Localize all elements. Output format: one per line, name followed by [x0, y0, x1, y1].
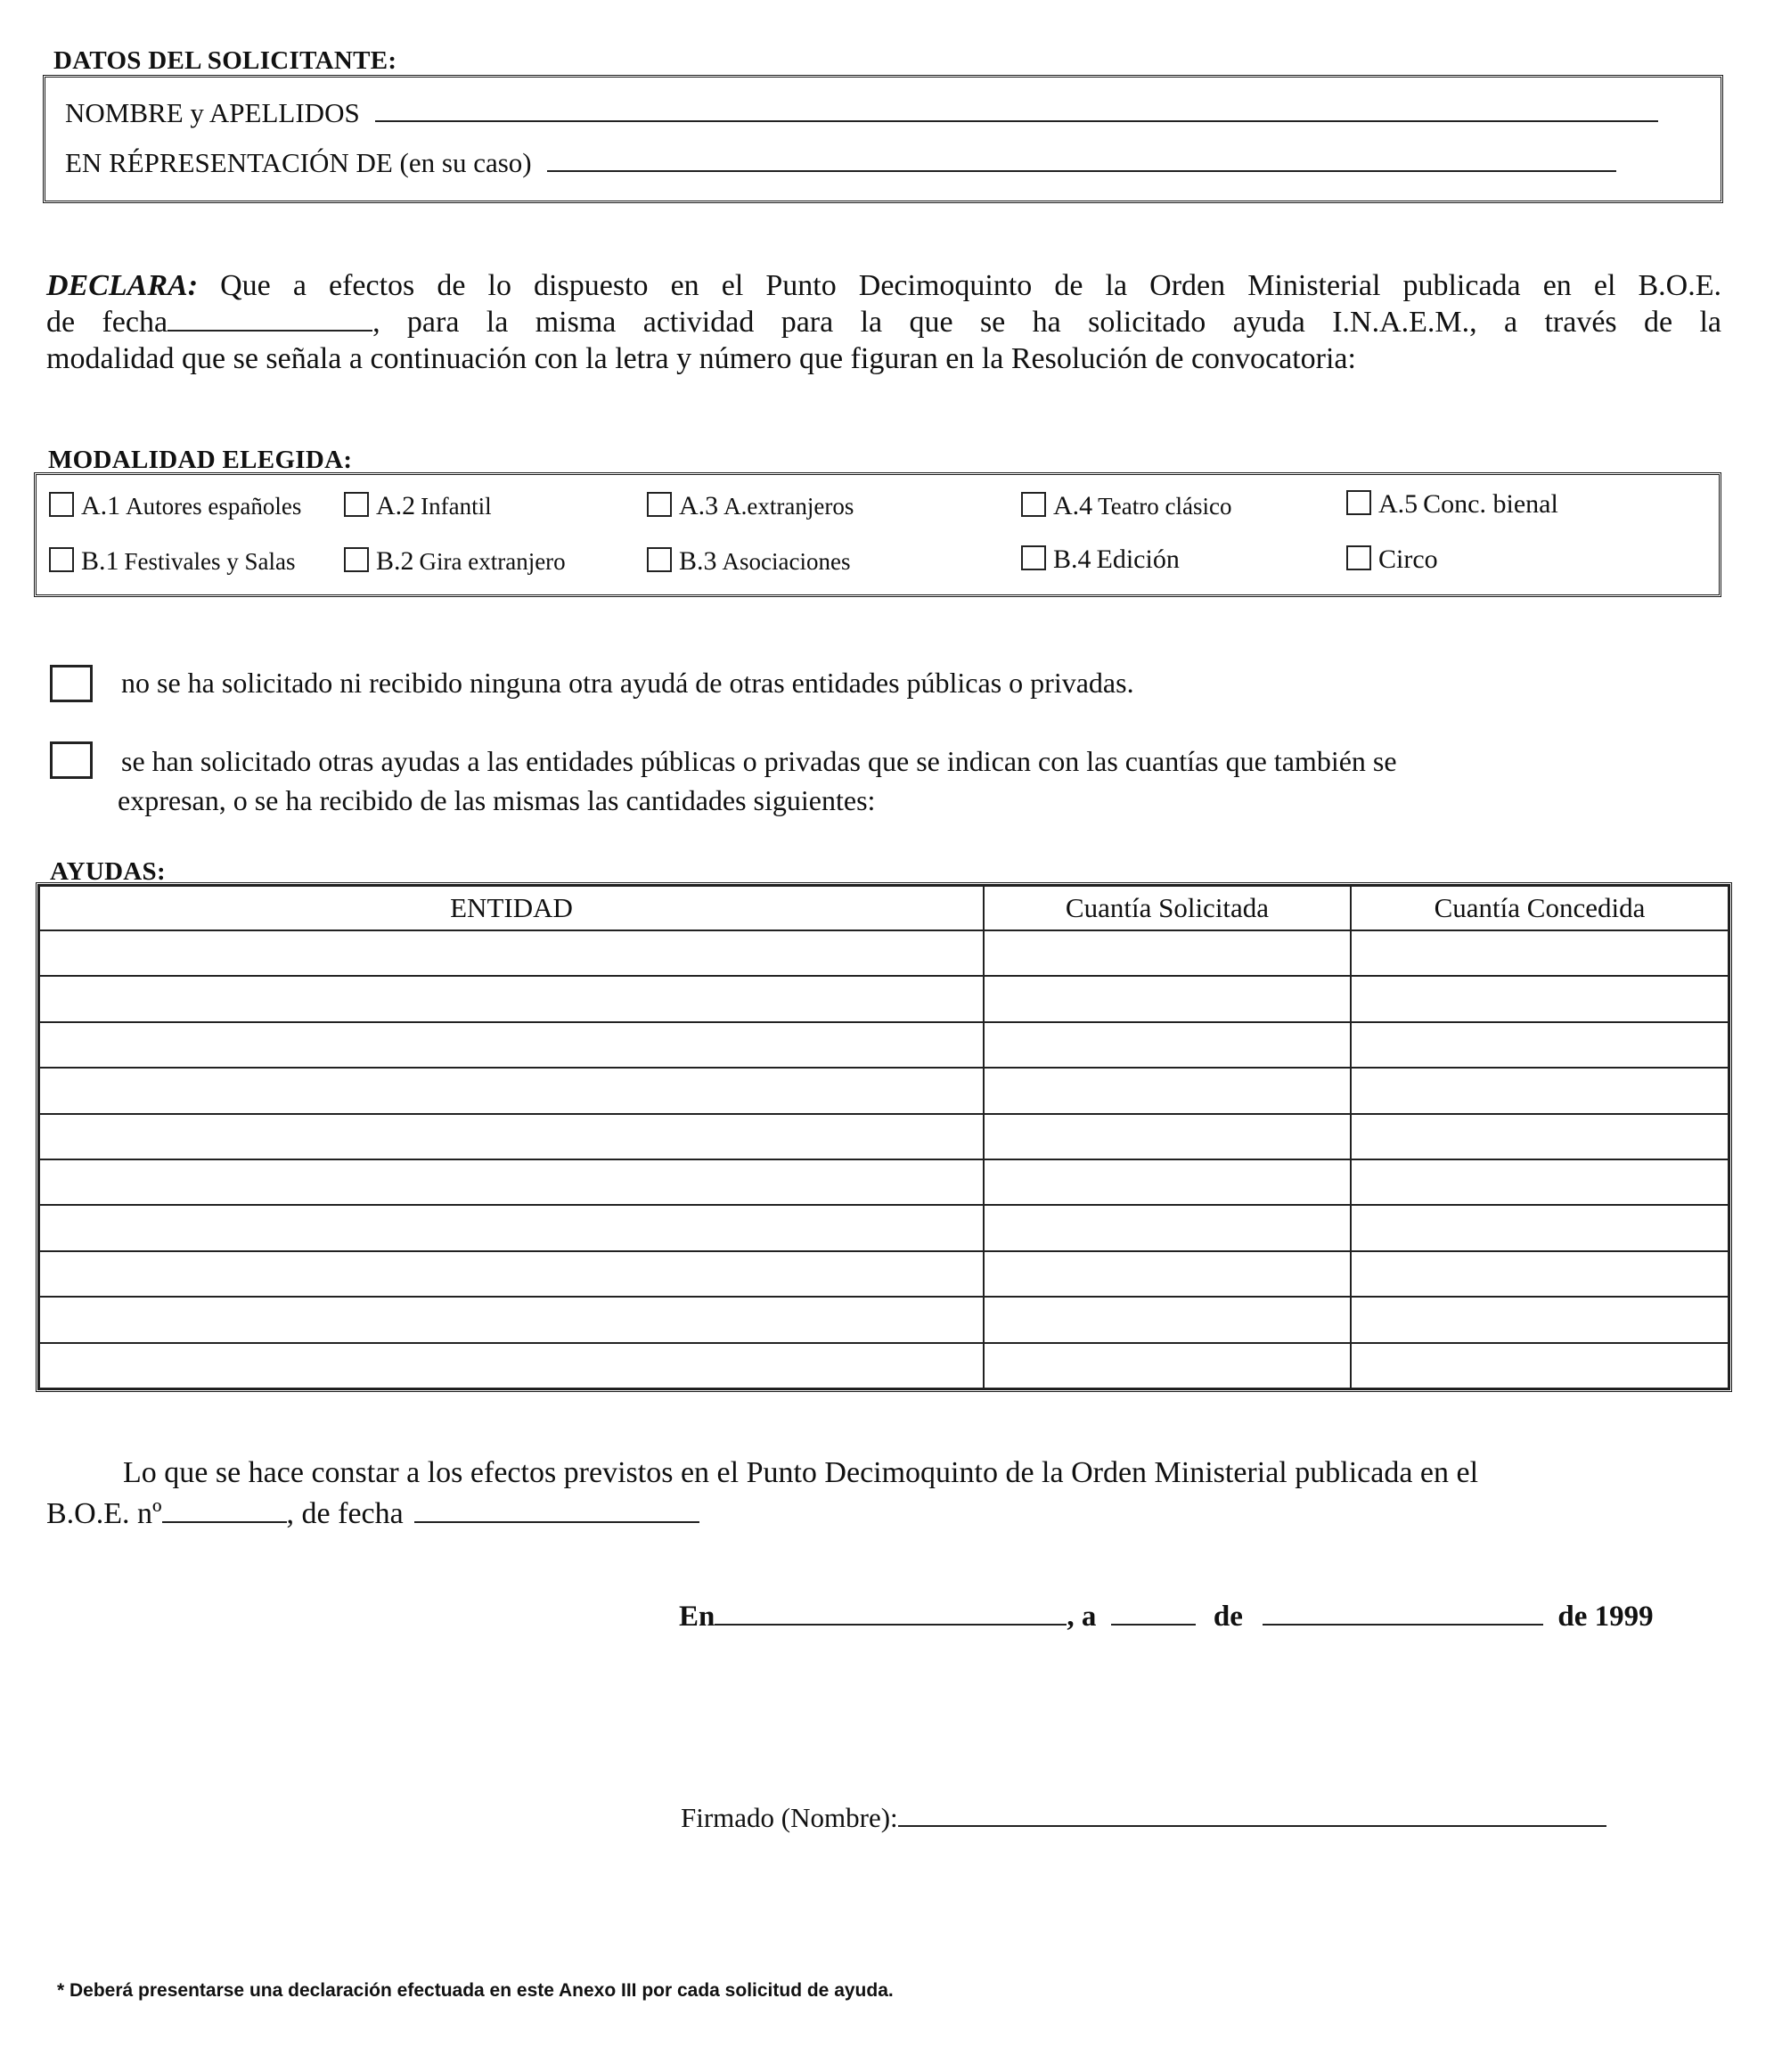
lugar-label: En	[679, 1601, 715, 1633]
declara-text2b: , para la misma actividad para la que se ha solicitado ayuda I.N.A.E.M., a través de la	[372, 306, 1721, 339]
entidad-cell[interactable]	[39, 1343, 984, 1388]
opcion-ninguna-text: no se ha solicitado ni recibido ninguna otra ayudá de otras entidades públicas o privadas.	[121, 667, 1134, 699]
entidad-cell[interactable]	[39, 1205, 984, 1250]
concedida-cell[interactable]	[1351, 976, 1729, 1021]
modalidad-title: MODALIDAD ELEGIDA:	[48, 446, 353, 474]
solicitada-cell[interactable]	[984, 1251, 1351, 1297]
opcion-otras-checkbox[interactable]	[50, 741, 93, 779]
checkbox-icon[interactable]	[1346, 545, 1371, 570]
entidad-cell[interactable]	[39, 1251, 984, 1297]
checkbox-icon[interactable]	[1021, 492, 1046, 517]
modalidad-option[interactable]: A.5 Conc. bienal	[1346, 489, 1558, 520]
declara-lead: DECLARA:	[46, 269, 199, 302]
declara-text3: modalidad que se señala a continuación con la letra y número que figuran en la Resolución de convocatoria:	[46, 342, 1356, 375]
concedida-cell[interactable]	[1351, 1251, 1729, 1297]
table-row	[39, 1068, 1729, 1113]
constancia-line1: Lo que se hace constar a los efectos previstos en el Punto Decimoquinto de la Orden Ministerial publicada en el	[123, 1456, 1479, 1489]
entidad-cell[interactable]	[39, 1068, 984, 1113]
concedida-cell[interactable]	[1351, 1068, 1729, 1113]
solicitada-cell[interactable]	[984, 1068, 1351, 1113]
table-row	[39, 976, 1729, 1021]
declara-text2a: de fecha	[46, 306, 168, 339]
representacion-row	[65, 147, 1616, 179]
table-row	[39, 1159, 1729, 1205]
ayudas-title: AYUDAS:	[50, 857, 166, 886]
dia-field[interactable]	[1111, 1623, 1196, 1626]
ayudas-table-box	[36, 882, 1732, 1392]
ayudas-table	[38, 885, 1729, 1389]
modalidad-option[interactable]: Circo	[1346, 545, 1438, 575]
modalidad-option[interactable]: A.4 Teatro clásico	[1021, 491, 1231, 521]
solicitada-cell[interactable]	[984, 976, 1351, 1021]
dia-label: , a	[1067, 1601, 1097, 1633]
declara-paragraph	[46, 267, 1721, 377]
entidad-cell[interactable]	[39, 1022, 984, 1068]
entidad-cell[interactable]	[39, 1114, 984, 1159]
concedida-cell[interactable]	[1351, 1343, 1729, 1388]
opcion-ninguna-checkbox[interactable]	[50, 665, 93, 702]
table-row	[39, 1297, 1729, 1342]
boe-numero-label: B.O.E. nº	[46, 1497, 162, 1530]
nombre-row	[65, 97, 1658, 129]
firma-field[interactable]	[898, 1824, 1606, 1827]
concedida-cell[interactable]	[1351, 1114, 1729, 1159]
modalidad-option[interactable]: B.2 Gira extranjero	[344, 546, 566, 577]
modalidad-option[interactable]: A.3 A.extranjeros	[647, 491, 854, 521]
table-row	[39, 930, 1729, 976]
constancia-paragraph	[46, 1453, 1730, 1535]
solicitada-cell[interactable]	[984, 930, 1351, 976]
mes-field[interactable]	[1263, 1623, 1543, 1626]
checkbox-icon[interactable]	[1021, 545, 1046, 570]
checkbox-icon[interactable]	[647, 492, 672, 517]
checkbox-icon[interactable]	[1346, 490, 1371, 515]
opcion-otras-line1: se han solicitado otras ayudas a las entidades públicas o privadas que se indican con las cuantías que también se	[121, 745, 1397, 777]
modalidad-option[interactable]: B.1 Festivales y Salas	[49, 546, 296, 577]
solicitada-cell[interactable]	[984, 1022, 1351, 1068]
checkbox-icon[interactable]	[344, 547, 369, 572]
mes-label: de	[1213, 1601, 1243, 1633]
entidad-cell[interactable]	[39, 976, 984, 1021]
firma-label: Firmado (Nombre):	[681, 1802, 898, 1833]
footnote: * Deberá presentarse una declaración efectuada en este Anexo III por cada solicitud de ayuda.	[57, 1980, 894, 2001]
checkbox-icon[interactable]	[344, 492, 369, 517]
table-row	[39, 1022, 1729, 1068]
concedida-cell[interactable]	[1351, 1205, 1729, 1250]
boe-fecha-label: , de fecha	[286, 1497, 404, 1530]
table-row	[39, 1251, 1729, 1297]
modalidad-option[interactable]: A.1 Autores españoles	[49, 491, 301, 521]
entidad-cell[interactable]	[39, 1297, 984, 1342]
representacion-field[interactable]	[547, 169, 1616, 172]
checkbox-icon[interactable]	[647, 547, 672, 572]
concedida-cell[interactable]	[1351, 1159, 1729, 1205]
opcion-otras-text	[118, 741, 1397, 820]
checkbox-icon[interactable]	[49, 547, 74, 572]
lugar-field[interactable]	[715, 1623, 1067, 1626]
col-header-solicitada: Cuantía Solicitada	[984, 886, 1351, 930]
nombre-label: NOMBRE y APELLIDOS	[65, 97, 360, 128]
entidad-cell[interactable]	[39, 930, 984, 976]
concedida-cell[interactable]	[1351, 1297, 1729, 1342]
declara-fecha-field[interactable]	[168, 329, 372, 332]
firma-line	[681, 1802, 1606, 1834]
col-header-concedida: Cuantía Concedida	[1351, 886, 1729, 930]
solicitante-title: DATOS DEL SOLICITANTE:	[53, 46, 397, 75]
modalidad-option[interactable]: B.4 Edición	[1021, 545, 1180, 575]
entidad-cell[interactable]	[39, 1159, 984, 1205]
solicitada-cell[interactable]	[984, 1205, 1351, 1250]
modalidad-option[interactable]: B.3 Asociaciones	[647, 546, 850, 577]
table-row	[39, 1343, 1729, 1388]
modalidad-box	[34, 472, 1721, 597]
col-header-entidad: ENTIDAD	[39, 886, 984, 930]
nombre-field[interactable]	[375, 119, 1658, 122]
constancia-line2	[46, 1494, 1730, 1535]
solicitada-cell[interactable]	[984, 1343, 1351, 1388]
concedida-cell[interactable]	[1351, 930, 1729, 976]
concedida-cell[interactable]	[1351, 1022, 1729, 1068]
solicitada-cell[interactable]	[984, 1297, 1351, 1342]
declara-text1: Que a efectos de lo dispuesto en el Punto Decimoquinto de la Orden Ministerial publicada en el B.O.E.	[220, 269, 1721, 302]
solicitada-cell[interactable]	[984, 1159, 1351, 1205]
lugar-fecha-line	[679, 1601, 1654, 1634]
representacion-label: EN RÉPRESENTACIÓN DE (en su caso)	[65, 147, 532, 178]
year-label: de 1999	[1557, 1601, 1654, 1633]
checkbox-icon[interactable]	[49, 492, 74, 517]
boe-numero-field[interactable]	[162, 1520, 287, 1523]
table-row	[39, 1205, 1729, 1250]
solicitada-cell[interactable]	[984, 1114, 1351, 1159]
modalidad-option[interactable]: A.2 Infantil	[344, 491, 492, 521]
table-row	[39, 1114, 1729, 1159]
boe-fecha-field[interactable]	[414, 1520, 699, 1523]
opcion-otras-line2: expresan, o se ha recibido de las mismas las cantidades siguientes:	[118, 784, 876, 816]
solicitante-box	[43, 75, 1723, 203]
